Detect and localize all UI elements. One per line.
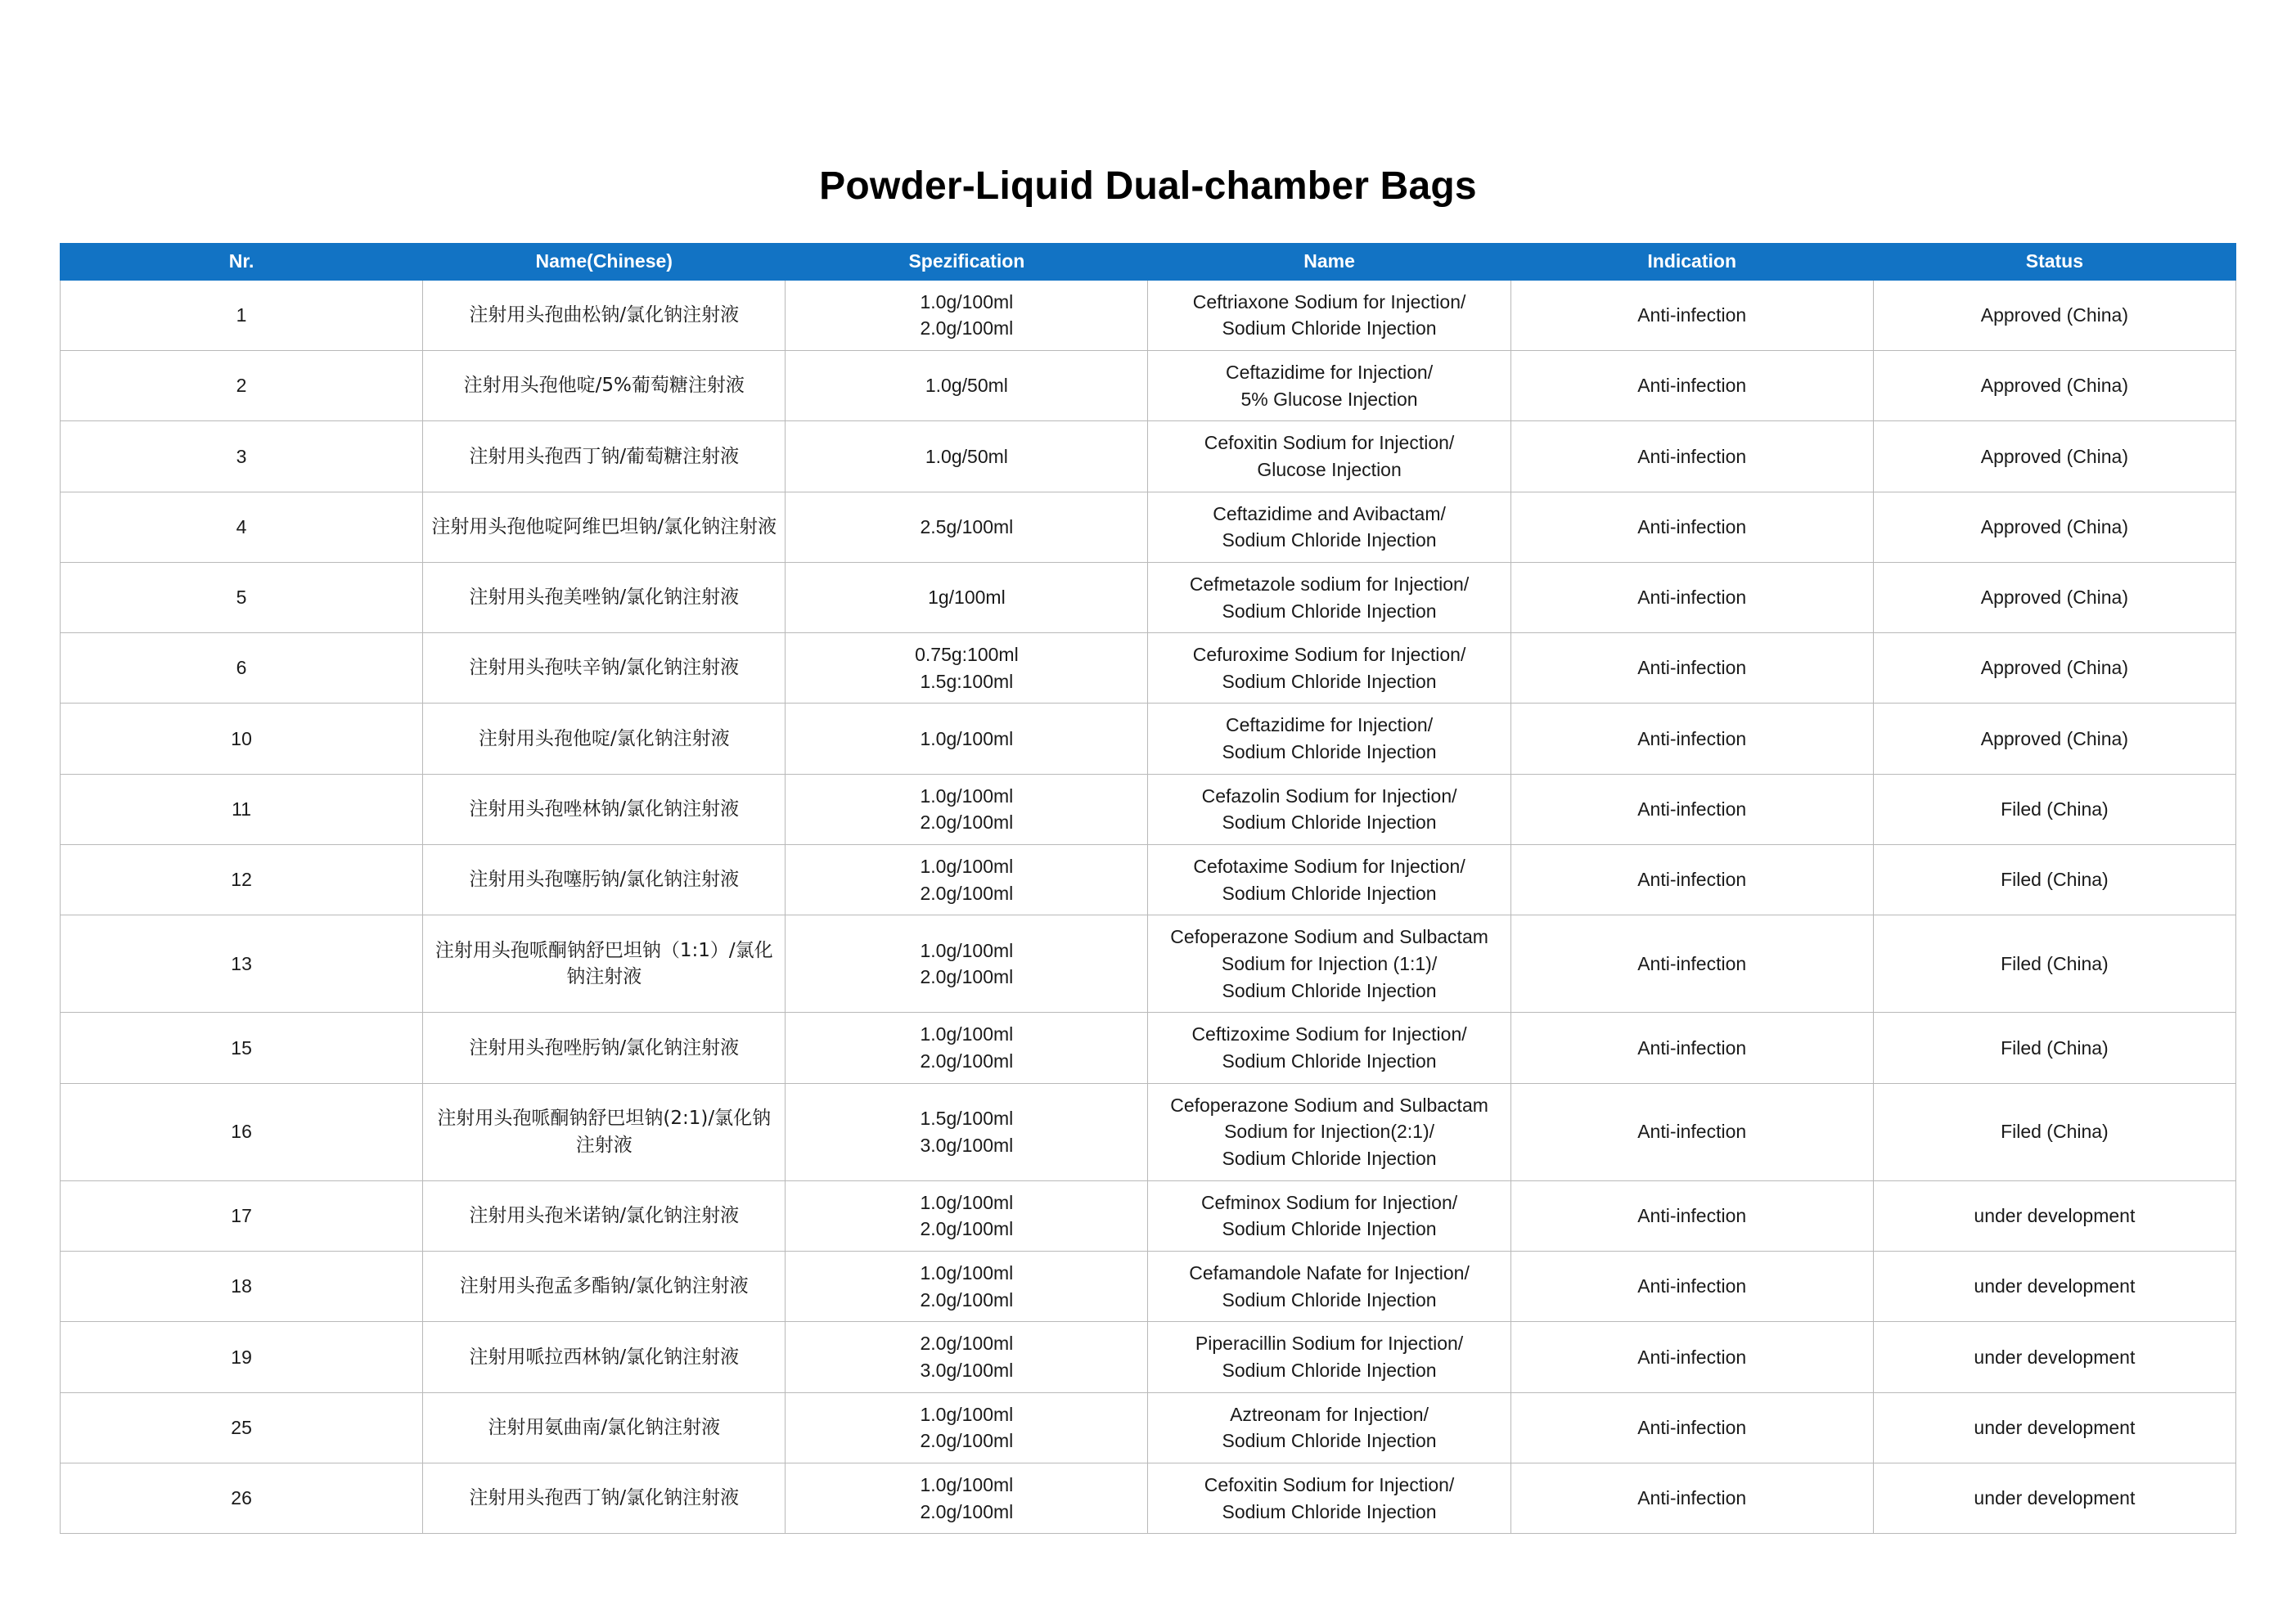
- cell-name-line: Sodium Chloride Injection: [1222, 1218, 1437, 1240]
- cell-name-line: Cefminox Sodium for Injection/: [1200, 1191, 1458, 1213]
- cell-spezification: [786, 1013, 1148, 1083]
- cell-name-line: Ceftazidime for Injection/: [1225, 361, 1434, 383]
- cell-spezification-line: 1.0g/100ml: [920, 1023, 1014, 1045]
- cell-spezification-line: 2.5g/100ml: [920, 515, 1014, 537]
- cell-name-chinese: 注射用头孢哌酮钠舒巴坦钠(2:1)/氯化钠注射液: [423, 1083, 786, 1180]
- cell-name: [1148, 1251, 1510, 1321]
- cell-nr: 4: [61, 492, 423, 562]
- cell-name-line: Sodium Chloride Injection: [1222, 670, 1437, 692]
- cell-spezification: [786, 492, 1148, 562]
- table-row: [61, 915, 2236, 1013]
- cell-status: Filed (China): [1873, 845, 2235, 915]
- cell-spezification-line: 1.0g/100ml: [920, 290, 1014, 312]
- cell-name-chinese: 注射用头孢唑肟钠/氯化钠注射液: [423, 1013, 786, 1083]
- cell-nr: 10: [61, 704, 423, 774]
- cell-name-line: Cefotaxime Sodium for Injection/: [1193, 856, 1465, 878]
- cell-nr: 25: [61, 1392, 423, 1463]
- cell-name-line: Ceftriaxone Sodium for Injection/: [1192, 290, 1466, 312]
- cell-spezification: [786, 562, 1148, 632]
- cell-name: [1148, 280, 1510, 350]
- cell-nr: 3: [61, 421, 423, 492]
- cell-name-chinese: 注射用头孢西丁钠/葡萄糖注射液: [423, 421, 786, 492]
- cell-name: [1148, 350, 1510, 420]
- cell-status: Filed (China): [1873, 774, 2235, 844]
- cell-indication: Anti-infection: [1510, 1013, 1873, 1083]
- cell-spezification-line: 1g/100ml: [928, 587, 1006, 609]
- cell-nr: 11: [61, 774, 423, 844]
- cell-indication: Anti-infection: [1510, 350, 1873, 420]
- cell-nr: 5: [61, 562, 423, 632]
- cell-status: Filed (China): [1873, 915, 2235, 1013]
- table-row: [61, 1322, 2236, 1392]
- cell-spezification-line: 3.0g/100ml: [920, 1359, 1014, 1381]
- cell-name-line: Sodium Chloride Injection: [1222, 1430, 1437, 1452]
- cell-name-line: Sodium Chloride Injection: [1222, 529, 1437, 551]
- cell-name-line: Cefazolin Sodium for Injection/: [1201, 785, 1457, 807]
- cell-name-line: Sodium Chloride Injection: [1222, 741, 1437, 763]
- column-header-nr: Nr.: [61, 244, 423, 281]
- cell-status: Approved (China): [1873, 562, 2235, 632]
- cell-name-line: 5% Glucose Injection: [1240, 388, 1418, 410]
- table-row: [61, 421, 2236, 492]
- table-row: [61, 633, 2236, 704]
- cell-spezification-line: 3.0g/100ml: [920, 1134, 1014, 1156]
- cell-name: [1148, 1322, 1510, 1392]
- cell-name: [1148, 774, 1510, 844]
- column-header-name-chinese: Name(Chinese): [423, 244, 786, 281]
- cell-name-line: Aztreonam for Injection/: [1230, 1403, 1429, 1425]
- table-row: [61, 774, 2236, 844]
- table-row: [61, 492, 2236, 562]
- cell-indication: Anti-infection: [1510, 421, 1873, 492]
- cell-spezification: [786, 1083, 1148, 1180]
- cell-indication: Anti-infection: [1510, 1251, 1873, 1321]
- cell-spezification-line: 0.75g:100ml: [915, 644, 1019, 666]
- cell-name-chinese: 注射用头孢哌酮钠舒巴坦钠（1:1）/氯化钠注射液: [423, 915, 786, 1013]
- cell-name-line: Sodium Chloride Injection: [1222, 1500, 1437, 1522]
- cell-spezification-line: 2.0g/100ml: [920, 1333, 1014, 1355]
- cell-nr: 1: [61, 280, 423, 350]
- cell-indication: Anti-infection: [1510, 562, 1873, 632]
- table-row: [61, 1083, 2236, 1180]
- cell-indication: Anti-infection: [1510, 280, 1873, 350]
- cell-name: [1148, 562, 1510, 632]
- table-row: [61, 350, 2236, 420]
- cell-name-chinese: 注射用哌拉西林钠/氯化钠注射液: [423, 1322, 786, 1392]
- cell-spezification: [786, 915, 1148, 1013]
- cell-nr: 12: [61, 845, 423, 915]
- table-row: [61, 1013, 2236, 1083]
- table-row: [61, 1251, 2236, 1321]
- column-header-indication: Indication: [1510, 244, 1873, 281]
- cell-indication: Anti-infection: [1510, 1392, 1873, 1463]
- cell-status: Approved (China): [1873, 421, 2235, 492]
- cell-indication: Anti-infection: [1510, 704, 1873, 774]
- cell-spezification-line: 1.5g/100ml: [920, 1108, 1014, 1130]
- cell-name-line: Sodium Chloride Injection: [1222, 317, 1437, 339]
- cell-name: [1148, 1392, 1510, 1463]
- cell-name-line: Cefoxitin Sodium for Injection/: [1204, 432, 1455, 454]
- cell-name-chinese: 注射用头孢曲松钠/氯化钠注射液: [423, 280, 786, 350]
- cell-name-chinese: 注射用头孢呋辛钠/氯化钠注射液: [423, 633, 786, 704]
- cell-name-chinese: 注射用头孢他啶阿维巴坦钠/氯化钠注射液: [423, 492, 786, 562]
- cell-spezification: [786, 421, 1148, 492]
- cell-indication: Anti-infection: [1510, 633, 1873, 704]
- cell-status: under development: [1873, 1463, 2235, 1533]
- table-row: [61, 562, 2236, 632]
- cell-spezification-line: 1.5g:100ml: [920, 670, 1014, 692]
- table-header-row: [61, 244, 2236, 281]
- column-header-name: Name: [1148, 244, 1510, 281]
- cell-name: [1148, 1180, 1510, 1251]
- table-body: [61, 280, 2236, 1534]
- cell-spezification-line: 1.0g/100ml: [920, 1403, 1014, 1425]
- cell-status: Approved (China): [1873, 350, 2235, 420]
- cell-spezification-line: 2.0g/100ml: [920, 1218, 1014, 1240]
- cell-spezification-line: 1.0g/50ml: [925, 445, 1008, 467]
- cell-status: under development: [1873, 1322, 2235, 1392]
- cell-name-chinese: 注射用头孢噻肟钠/氯化钠注射液: [423, 845, 786, 915]
- cell-name-line: Piperacillin Sodium for Injection/: [1195, 1333, 1464, 1355]
- products-table: [60, 243, 2236, 1534]
- cell-spezification: [786, 280, 1148, 350]
- cell-nr: 6: [61, 633, 423, 704]
- cell-indication: Anti-infection: [1510, 845, 1873, 915]
- table-header: [61, 244, 2236, 281]
- cell-name: [1148, 845, 1510, 915]
- cell-spezification: [786, 704, 1148, 774]
- cell-name-chinese: 注射用头孢西丁钠/氯化钠注射液: [423, 1463, 786, 1533]
- cell-name: [1148, 1463, 1510, 1533]
- cell-spezification: [786, 1180, 1148, 1251]
- table-row: [61, 1463, 2236, 1533]
- table-row: [61, 1180, 2236, 1251]
- cell-nr: 17: [61, 1180, 423, 1251]
- cell-spezification-line: 2.0g/100ml: [920, 1430, 1014, 1452]
- cell-nr: 18: [61, 1251, 423, 1321]
- cell-spezification-line: 2.0g/100ml: [920, 812, 1014, 834]
- cell-status: Approved (China): [1873, 633, 2235, 704]
- cell-nr: 19: [61, 1322, 423, 1392]
- cell-name-line: Sodium Chloride Injection: [1222, 979, 1437, 1001]
- cell-spezification-line: 1.0g/100ml: [920, 939, 1014, 961]
- cell-spezification-line: 1.0g/100ml: [920, 1473, 1014, 1495]
- cell-name-chinese: 注射用头孢米诺钠/氯化钠注射液: [423, 1180, 786, 1251]
- cell-status: Filed (China): [1873, 1083, 2235, 1180]
- cell-spezification: [786, 633, 1148, 704]
- cell-spezification-line: 1.0g/100ml: [920, 727, 1014, 749]
- cell-nr: 15: [61, 1013, 423, 1083]
- cell-spezification-line: 1.0g/100ml: [920, 1261, 1014, 1284]
- table-container: [60, 209, 2236, 1534]
- cell-status: under development: [1873, 1180, 2235, 1251]
- cell-spezification-line: 2.0g/100ml: [920, 317, 1014, 339]
- cell-name-line: Cefoperazone Sodium and Sulbactam Sodium for Injection (1:1)/: [1170, 926, 1488, 975]
- cell-nr: 16: [61, 1083, 423, 1180]
- table-row: [61, 704, 2236, 774]
- table-row: [61, 280, 2236, 350]
- page-title: Powder-Liquid Dual-chamber Bags: [819, 164, 1477, 208]
- cell-name-chinese: 注射用头孢唑林钠/氯化钠注射液: [423, 774, 786, 844]
- cell-spezification-line: 2.0g/100ml: [920, 966, 1014, 988]
- cell-name: [1148, 915, 1510, 1013]
- table-row: [61, 845, 2236, 915]
- cell-name-line: Ceftazidime and Avibactam/: [1213, 502, 1446, 524]
- cell-name-line: Sodium Chloride Injection: [1222, 1288, 1437, 1311]
- cell-spezification: [786, 774, 1148, 844]
- cell-name-line: Sodium Chloride Injection: [1222, 882, 1437, 904]
- cell-spezification: [786, 845, 1148, 915]
- cell-spezification: [786, 1392, 1148, 1463]
- cell-spezification-line: 2.0g/100ml: [920, 1050, 1014, 1072]
- cell-status: under development: [1873, 1251, 2235, 1321]
- cell-spezification-line: 1.0g/100ml: [920, 1191, 1014, 1213]
- cell-spezification: [786, 1322, 1148, 1392]
- cell-nr: 13: [61, 915, 423, 1013]
- cell-spezification: [786, 1251, 1148, 1321]
- cell-indication: Anti-infection: [1510, 492, 1873, 562]
- cell-name-line: Sodium Chloride Injection: [1222, 600, 1437, 622]
- cell-name: [1148, 421, 1510, 492]
- cell-name-chinese: 注射用头孢他啶/氯化钠注射液: [423, 704, 786, 774]
- cell-name-line: Cefoperazone Sodium and Sulbactam Sodium for Injection(2:1)/: [1170, 1094, 1488, 1143]
- table-row: [61, 1392, 2236, 1463]
- cell-name-line: Cefoxitin Sodium for Injection/: [1204, 1473, 1455, 1495]
- cell-nr: 2: [61, 350, 423, 420]
- cell-status: Filed (China): [1873, 1013, 2235, 1083]
- cell-name-line: Ceftizoxime Sodium for Injection/: [1191, 1023, 1467, 1045]
- cell-name-line: Cefmetazole sodium for Injection/: [1189, 573, 1470, 595]
- cell-name: [1148, 1013, 1510, 1083]
- cell-indication: Anti-infection: [1510, 1463, 1873, 1533]
- cell-name: [1148, 1083, 1510, 1180]
- cell-name-line: Sodium Chloride Injection: [1222, 1050, 1437, 1072]
- cell-nr: 26: [61, 1463, 423, 1533]
- cell-indication: Anti-infection: [1510, 1322, 1873, 1392]
- column-header-spezification: Spezification: [786, 244, 1148, 281]
- cell-name: [1148, 704, 1510, 774]
- cell-name-line: Sodium Chloride Injection: [1222, 1148, 1437, 1169]
- cell-indication: Anti-infection: [1510, 1180, 1873, 1251]
- cell-name-chinese: 注射用氨曲南/氯化钠注射液: [423, 1392, 786, 1463]
- cell-name-chinese: 注射用头孢美唑钠/氯化钠注射液: [423, 562, 786, 632]
- cell-indication: Anti-infection: [1510, 1083, 1873, 1180]
- cell-name: [1148, 633, 1510, 704]
- cell-status: Approved (China): [1873, 704, 2235, 774]
- cell-name-chinese: 注射用头孢孟多酯钠/氯化钠注射液: [423, 1251, 786, 1321]
- cell-name-line: Ceftazidime for Injection/: [1225, 714, 1434, 736]
- column-header-status: Status: [1873, 244, 2235, 281]
- cell-name-line: Cefamandole Nafate for Injection/: [1189, 1261, 1470, 1284]
- cell-spezification-line: 2.0g/100ml: [920, 882, 1014, 904]
- cell-status: under development: [1873, 1392, 2235, 1463]
- cell-spezification-line: 1.0g/50ml: [925, 375, 1008, 397]
- cell-indication: Anti-infection: [1510, 915, 1873, 1013]
- cell-spezification-line: 1.0g/100ml: [920, 785, 1014, 807]
- cell-name: [1148, 492, 1510, 562]
- cell-status: Approved (China): [1873, 492, 2235, 562]
- cell-indication: Anti-infection: [1510, 774, 1873, 844]
- cell-spezification: [786, 350, 1148, 420]
- cell-status: Approved (China): [1873, 280, 2235, 350]
- cell-name-line: Sodium Chloride Injection: [1222, 812, 1437, 834]
- cell-name-line: Cefuroxime Sodium for Injection/: [1192, 644, 1466, 666]
- cell-spezification: [786, 1463, 1148, 1533]
- cell-name-line: Glucose Injection: [1257, 458, 1402, 480]
- cell-spezification-line: 2.0g/100ml: [920, 1500, 1014, 1522]
- cell-name-line: Sodium Chloride Injection: [1222, 1359, 1437, 1381]
- cell-spezification-line: 2.0g/100ml: [920, 1288, 1014, 1311]
- cell-name-chinese: 注射用头孢他啶/5%葡萄糖注射液: [423, 350, 786, 420]
- cell-spezification-line: 1.0g/100ml: [920, 856, 1014, 878]
